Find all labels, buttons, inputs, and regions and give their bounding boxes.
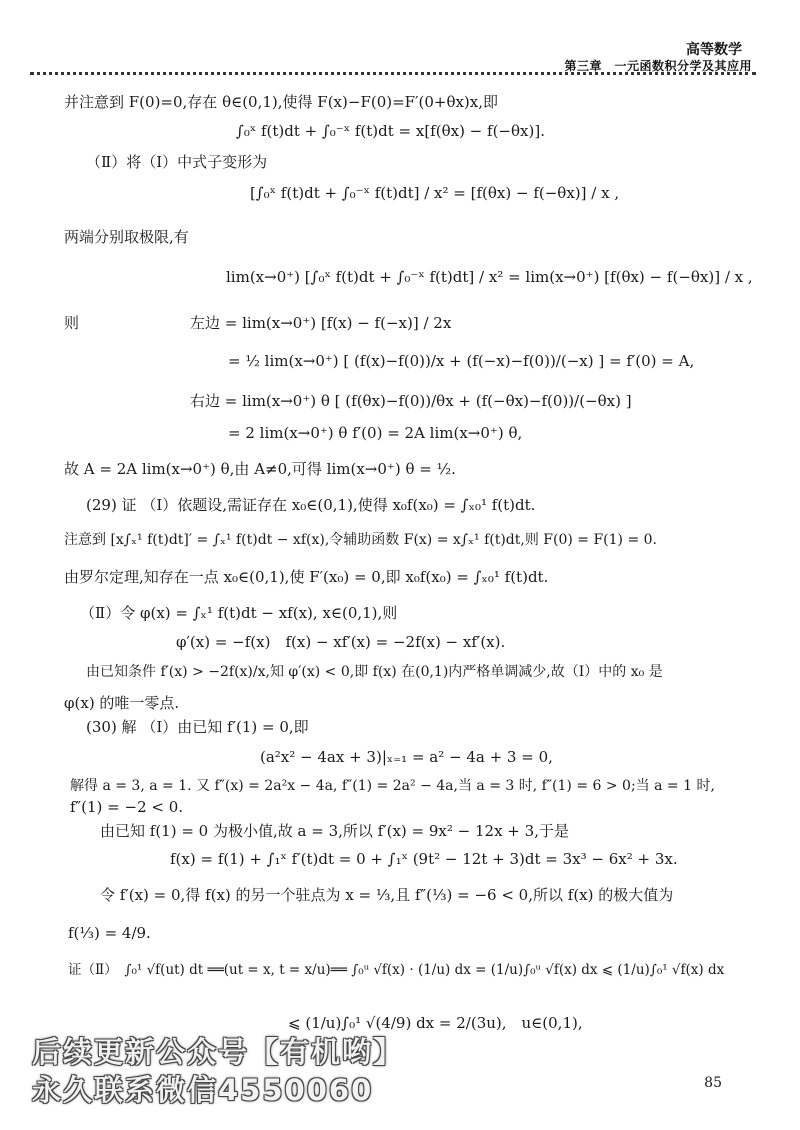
equation-left-1: 左边 = lim(x→0⁺) [f(x) − f(−x)] / 2x bbox=[190, 314, 452, 332]
problem-30-line-3: 解得 a = 3, a = 1. 又 f″(x) = 2a²x − 4a, f″(1) = 2a² − 4a,当 a = 3 时, f″(1) = 6 > 0;当 a = 1 时, bbox=[70, 778, 715, 794]
text-line-limits: 两端分别取极限,有 bbox=[64, 228, 189, 246]
equation-2: [∫₀ˣ f(t)dt + ∫₀⁻ˣ f(t)dt] / x² = [f(θx) − f(−θx)] / x , bbox=[250, 184, 620, 202]
watermark-line-1: 后续更新公众号【有机哟】 bbox=[32, 1035, 405, 1069]
text-ze: 则 bbox=[64, 314, 80, 332]
problem-30-line-10: ⩽ (1/u)∫₀¹ √(4/9) dx = 2/(3u), u∈(0,1), bbox=[288, 1014, 583, 1032]
problem-29-line-4: （Ⅱ）令 φ(x) = ∫ₓ¹ f(t)dt − xf(x), x∈(0,1),则 bbox=[80, 604, 398, 622]
text-line-1: 并注意到 F(0)=0,存在 θ∈(0,1),使得 F(x)−F(0)=F′(0+θx)x,即 bbox=[64, 93, 499, 111]
problem-30-line-6: f(x) = f(1) + ∫₁ˣ f′(t)dt = 0 + ∫₁ˣ (9t² − 12t + 3)dt = 3x³ − 6x² + 3x. bbox=[170, 850, 678, 868]
problem-29-line-1: (29) 证 （Ⅰ）依题设,需证存在 x₀∈(0,1),使得 x₀f(x₀) = ∫ₓ₀¹ f(t)dt. bbox=[86, 496, 536, 514]
problem-29-line-3: 由罗尔定理,知存在一点 x₀∈(0,1),使 F′(x₀) = 0,即 x₀f(x₀) = ∫ₓ₀¹ f(t)dt. bbox=[64, 568, 549, 586]
problem-29-line-5: φ′(x) = −f(x) f(x) − xf′(x) = −2f(x) − xf′(x). bbox=[176, 633, 506, 651]
equation-1: ∫₀ˣ f(t)dt + ∫₀⁻ˣ f(t)dt = x[f(θx) − f(−θx)]. bbox=[236, 122, 545, 140]
problem-30-line-7: 令 f′(x) = 0,得 f(x) 的另一个驻点为 x = ⅓,且 f″(⅓) = −6 < 0,所以 f(x) 的极大值为 bbox=[100, 886, 674, 904]
problem-29-line-2: 注意到 [x∫ₓ¹ f(t)dt]′ = ∫ₓ¹ f(t)dt − xf(x),令辅助函数 F(x) = x∫ₓ¹ f(t)dt,则 F(0) = F(1) = 0. bbox=[64, 532, 658, 548]
problem-30-line-9: 证（Ⅱ） ∫₀¹ √f(ut) dt ══(ut = x, t = x/u)══ ∫₀ᵘ √f(x) · (1/u) dx = (1/u)∫₀ᵘ √f(x) dx ⩽ (1/u)∫₀¹ √f(x) dx bbox=[68, 962, 725, 978]
text-conclusion: 故 A = 2A lim(x→0⁺) θ,由 A≠0,可得 lim(x→0⁺) θ = ½. bbox=[64, 460, 456, 478]
problem-30-line-2: (a²x² − 4ax + 3)|ₓ₌₁ = a² − 4a + 3 = 0, bbox=[260, 748, 553, 766]
equation-left-2: = ½ lim(x→0⁺) [ (f(x)−f(0))/x + (f(−x)−f(0))/(−x) ] = f′(0) = A, bbox=[228, 352, 695, 370]
problem-29-line-7: φ(x) 的唯一零点. bbox=[64, 694, 180, 712]
problem-30-line-1: (30) 解 （Ⅰ）由已知 f′(1) = 0,即 bbox=[86, 718, 309, 736]
equation-3: lim(x→0⁺) [∫₀ˣ f(t)dt + ∫₀⁻ˣ f(t)dt] / x² = lim(x→0⁺) [f(θx) − f(−θx)] / x , bbox=[226, 268, 753, 286]
chapter-title: 第三章 一元函数积分学及其应用 bbox=[564, 59, 752, 73]
equation-right-2: = 2 lim(x→0⁺) θ f′(0) = 2A lim(x→0⁺) θ, bbox=[228, 424, 523, 442]
book-title: 高等数学 bbox=[686, 42, 742, 58]
equation-right-1: 右边 = lim(x→0⁺) θ [ (f(θx)−f(0))/θx + (f(−θx)−f(0))/(−θx) ] bbox=[190, 392, 632, 410]
page-number: 85 bbox=[704, 1075, 722, 1091]
text-line-part2: （Ⅱ）将（Ⅰ）中式子变形为 bbox=[86, 153, 268, 171]
header-dotted-rule bbox=[30, 72, 756, 75]
watermark-line-2: 永久联系微信4550060 bbox=[32, 1073, 374, 1107]
problem-29-line-6: 由已知条件 f′(x) > −2f(x)/x,知 φ′(x) < 0,即 f(x) 在(0,1)内严格单调减少,故（Ⅰ）中的 x₀ 是 bbox=[86, 664, 663, 680]
problem-30-line-8: f(⅓) = 4/9. bbox=[68, 924, 151, 942]
problem-30-line-5: 由已知 f(1) = 0 为极小值,故 a = 3,所以 f′(x) = 9x² − 12x + 3,于是 bbox=[100, 822, 569, 840]
problem-30-line-4: f″(1) = −2 < 0. bbox=[70, 798, 184, 816]
